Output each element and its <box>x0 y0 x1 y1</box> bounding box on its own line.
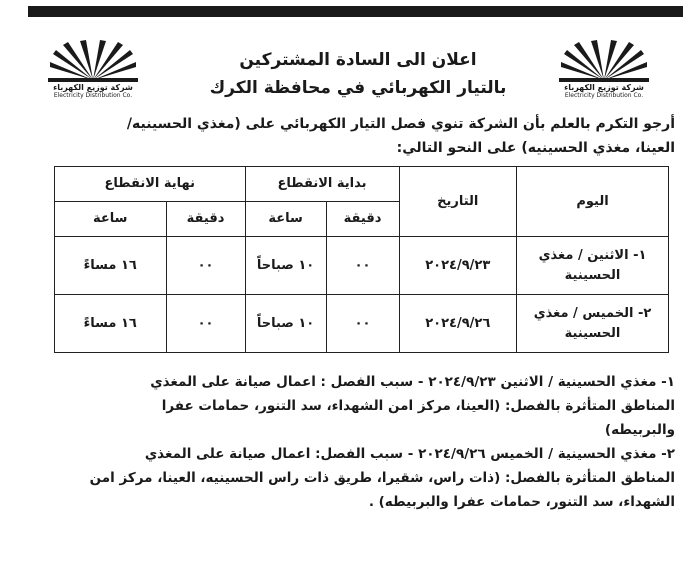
header-end: نهاية الانقطاع <box>55 167 246 202</box>
top-rule <box>28 6 683 17</box>
notice <box>28 26 683 546</box>
header-start: بداية الانقطاع <box>245 167 399 202</box>
notice-title <box>178 46 538 102</box>
table-header-row <box>55 167 669 202</box>
intro-paragraph <box>35 112 675 160</box>
note-1-line-3: والبربيطه) <box>604 422 675 438</box>
cell-end-hour: ١٦ مساءً <box>55 295 167 353</box>
company-logo-left <box>38 40 148 110</box>
subheader-end-hour: ساعة <box>55 202 167 237</box>
cell-end-minute: ٠٠ <box>166 295 245 353</box>
note-2-line-2: المناطق المتأثرة بالفصل: (ذات راس، شقيرا، طريق ذات راس الحسينيه، العينا، مركز امن <box>89 470 675 486</box>
intro-line-2: العينا، مغذي الحسينيه) على النحو التالي: <box>396 140 675 156</box>
intro-line-1: أرجو التكرم بالعلم بأن الشركة تنوي فصل التيار الكهربائي على (مغذي الحسينيه/ <box>126 116 675 132</box>
note-2-line-1: ٢- مغذي الحسينية / الخميس ٢٠٢٤/٩/٢٦ - سبب الفصل: اعمال صيانة على المغذي <box>144 446 675 462</box>
sunburst-logo-icon <box>559 40 649 82</box>
header-day: اليوم <box>517 167 669 237</box>
title-line-1: اعلان الى السادة المشتركين <box>239 50 477 70</box>
note-2-line-3: الشهداء، سد التنور، حمامات عفرا والبربيطه) . <box>368 494 675 510</box>
cell-start-minute: ٠٠ <box>326 295 399 353</box>
subheader-start-hour: ساعة <box>245 202 326 237</box>
title-line-2: بالتيار الكهربائي في محافظة الكرك <box>209 78 507 98</box>
note-1-line-2: المناطق المتأثرة بالفصل: (العينا، مركز امن الشهداء، سد التنور، حمامات عفرا <box>161 398 675 414</box>
cell-end-hour: ١٦ مساءً <box>55 237 167 295</box>
table-row <box>55 295 669 353</box>
outage-schedule-table <box>54 166 669 353</box>
cell-start-minute: ٠٠ <box>326 237 399 295</box>
sunburst-logo-icon <box>48 40 138 82</box>
cell-start-hour: ١٠ صباحاً <box>245 295 326 353</box>
logo-english-name: Electricity Distribution Co. <box>53 92 133 99</box>
note-1-line-1: ١- مغذي الحسينية / الاثنين ٢٠٢٤/٩/٢٣ - سبب الفصل : اعمال صيانة على المغذي <box>150 374 675 390</box>
logo-english-name: Electricity Distribution Co. <box>564 92 644 99</box>
logo-arabic-name: شركة توزيع الكهرباء <box>53 83 133 92</box>
subheader-start-minute: دقيقة <box>326 202 399 237</box>
logo-arabic-name: شركة توزيع الكهرباء <box>564 83 644 92</box>
cell-start-hour: ١٠ صباحاً <box>245 237 326 295</box>
cell-date: ٢٠٢٤/٩/٢٦ <box>399 295 517 353</box>
cell-end-minute: ٠٠ <box>166 237 245 295</box>
cell-date: ٢٠٢٤/٩/٢٣ <box>399 237 517 295</box>
company-logo-right <box>549 40 659 110</box>
subheader-end-minute: دقيقة <box>166 202 245 237</box>
header-date: التاريخ <box>399 167 517 237</box>
cell-day: ٢- الخميس / مغذي الحسينية <box>517 295 669 353</box>
table-row <box>55 237 669 295</box>
cell-day: ١- الاثنين / مغذي الحسينية <box>517 237 669 295</box>
outage-notes <box>35 370 675 514</box>
